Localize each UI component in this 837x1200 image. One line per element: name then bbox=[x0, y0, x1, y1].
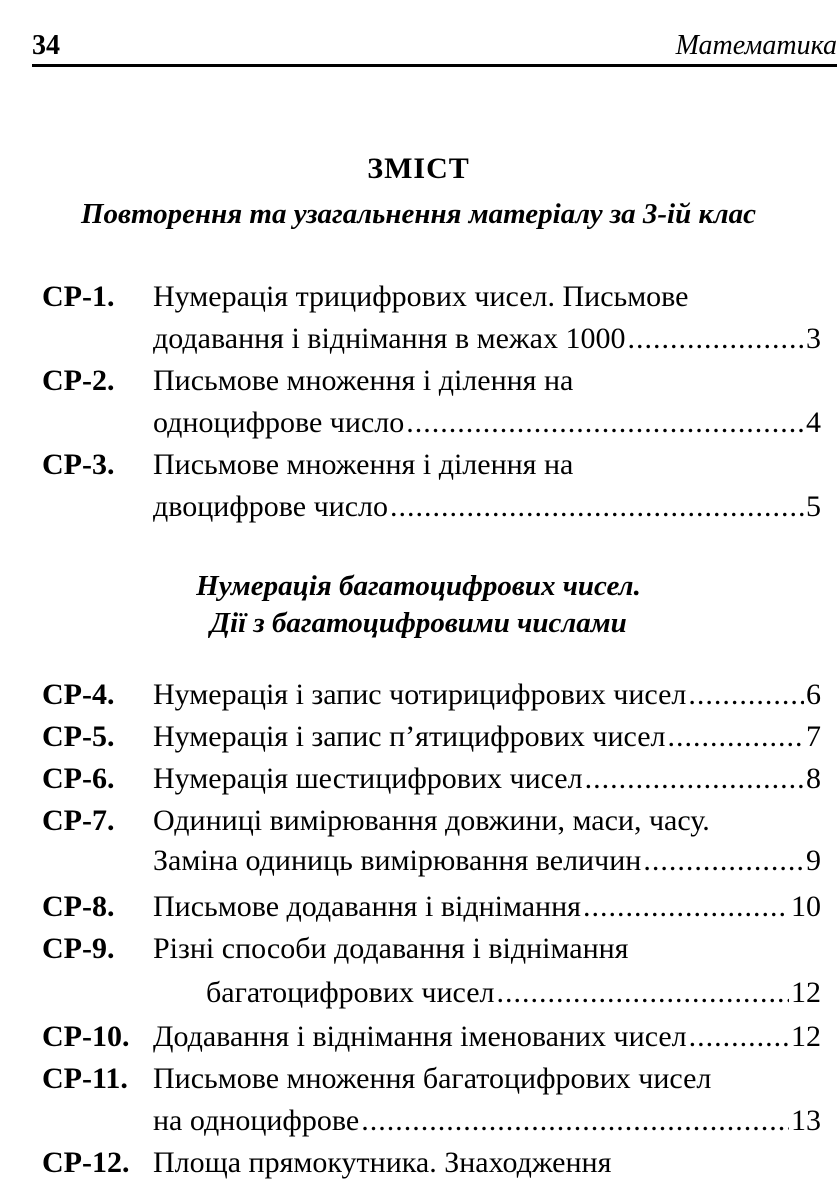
entry-title-line: Нумерація і запис п’ятицифрових чисел bbox=[153, 720, 666, 753]
entry-code: СР-2. bbox=[42, 364, 115, 397]
section-heading bbox=[0, 568, 837, 642]
toc-entry-last-line bbox=[153, 488, 821, 526]
entry-title-line: Нумерація шестицифрових чисел bbox=[153, 762, 583, 795]
entry-code: СР-12. bbox=[42, 1146, 130, 1179]
dot-leader bbox=[643, 842, 804, 880]
dot-leader bbox=[668, 718, 805, 756]
page-ref: 12 bbox=[791, 1020, 821, 1053]
page-ref: 6 bbox=[806, 678, 821, 711]
toc-entry-last-line bbox=[153, 1018, 821, 1056]
dot-leader bbox=[689, 1018, 789, 1056]
page-ref: 5 bbox=[806, 490, 821, 523]
toc-entry-last-line bbox=[153, 718, 821, 756]
toc-entry-last-line bbox=[153, 888, 821, 926]
entry-title-line: Письмове множення і ділення на bbox=[153, 364, 574, 397]
page-ref: 13 bbox=[791, 1104, 821, 1137]
dot-leader bbox=[406, 404, 804, 442]
entry-title-line: Додавання і віднімання іменованих чисел bbox=[153, 1020, 687, 1053]
entry-code: СР-5. bbox=[42, 720, 115, 753]
entry-code: СР-9. bbox=[42, 932, 115, 965]
running-title: Математика bbox=[675, 30, 837, 61]
entry-title-line: Різні способи додавання і віднімання bbox=[153, 932, 629, 965]
dot-leader bbox=[361, 1102, 789, 1140]
entry-title-line: Письмове множення багатоцифрових чисел bbox=[153, 1062, 712, 1095]
section-heading bbox=[0, 196, 837, 233]
entry-title-line: Площа прямокутника. Знаходження bbox=[153, 1146, 612, 1179]
entry-code: СР-11. bbox=[42, 1062, 128, 1095]
page-ref: 8 bbox=[806, 762, 821, 795]
entry-title-line: багатоцифрових чисел bbox=[206, 976, 495, 1009]
toc-entry-last-line bbox=[153, 842, 821, 880]
dot-leader bbox=[585, 760, 804, 798]
entry-title-line: Письмове множення і ділення на bbox=[153, 448, 574, 481]
entry-title-line: одноцифрове число bbox=[153, 406, 405, 439]
toc-entry-last-line bbox=[153, 760, 821, 798]
entry-code: СР-1. bbox=[42, 280, 115, 313]
toc-entry-last-line bbox=[153, 676, 821, 714]
entry-code: СР-10. bbox=[42, 1020, 130, 1053]
page-number: 34 bbox=[32, 30, 60, 61]
section-heading-line: Повторення та узагальнення матеріалу за 3-ій клас bbox=[80, 198, 757, 230]
page-ref: 7 bbox=[806, 720, 821, 753]
toc-entry-last-line bbox=[206, 974, 821, 1012]
toc-title: ЗМІСТ bbox=[367, 152, 470, 185]
page-ref: 12 bbox=[791, 976, 821, 1009]
page-ref: 10 bbox=[791, 890, 821, 923]
dot-leader bbox=[688, 676, 804, 714]
entry-code: СР-4. bbox=[42, 678, 115, 711]
entry-code: СР-8. bbox=[42, 890, 115, 923]
toc-entry-last-line bbox=[153, 320, 821, 358]
entry-title-line: двоцифрове число bbox=[153, 490, 389, 523]
dot-leader bbox=[390, 488, 804, 526]
entry-title-line: Письмове додавання і віднімання bbox=[153, 890, 581, 923]
page-ref: 3 bbox=[806, 322, 821, 355]
section-heading-line: Нумерація багатоцифрових чисел. bbox=[196, 570, 641, 602]
entry-title-line: на одноцифрове bbox=[153, 1104, 360, 1137]
entry-code: СР-6. bbox=[42, 762, 115, 795]
entry-title-line: Нумерація трицифрових чисел. Письмове bbox=[153, 280, 689, 313]
page-header bbox=[32, 24, 837, 67]
entry-code: СР-3. bbox=[42, 448, 115, 481]
entry-title-line: додавання і віднімання в межах 1000 bbox=[153, 322, 626, 355]
dot-leader bbox=[627, 320, 804, 358]
entry-title-line: Одиниці вимірювання довжини, маси, часу. bbox=[153, 804, 710, 837]
dot-leader bbox=[497, 974, 789, 1012]
entry-title-line: Нумерація і запис чотирицифрових чисел bbox=[153, 678, 687, 711]
page-ref: 4 bbox=[806, 406, 821, 439]
toc-entry-last-line bbox=[153, 1102, 821, 1140]
entry-title-line: Заміна одиниць вимірювання величин bbox=[153, 844, 642, 877]
toc-entry-last-line bbox=[153, 404, 821, 442]
section-heading-line: Дії з багатоцифровими числами bbox=[210, 607, 627, 639]
page-ref: 9 bbox=[806, 844, 821, 877]
entry-code: СР-7. bbox=[42, 804, 115, 837]
dot-leader bbox=[583, 888, 789, 926]
